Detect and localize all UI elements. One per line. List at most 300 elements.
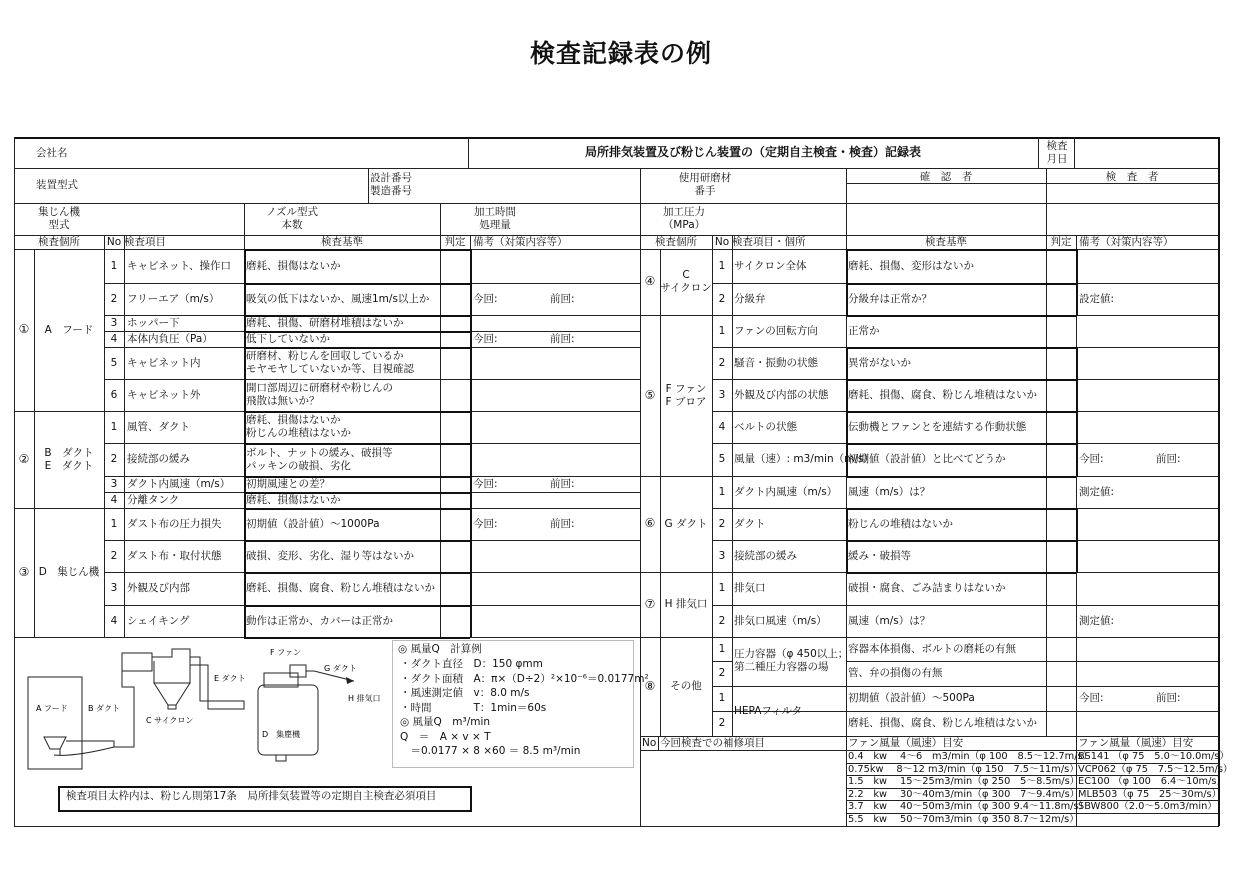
right-row-remark: 測定値: <box>1079 614 1115 627</box>
right-group-num: ④ <box>644 274 656 288</box>
rule <box>124 331 125 347</box>
left-row-no: 3 <box>110 582 118 594</box>
left-row-criteria: 初期風速との差？ <box>246 477 330 490</box>
right-row-item: 外観及び内部の状態 <box>734 388 829 401</box>
col-place: 検査個所 <box>38 236 80 248</box>
nozzle-label: ノズル型式 <box>265 206 319 218</box>
right-row-item: 接続部の緩み <box>734 549 797 562</box>
rule <box>1076 283 1078 315</box>
rule <box>470 492 472 508</box>
rule <box>244 443 246 476</box>
left-row-no: 2 <box>110 549 118 562</box>
fan-spec-right: VCP062（φ 75 7.5～12.5m/s） <box>1078 763 1233 775</box>
rule <box>846 476 847 508</box>
right-row-no: 5 <box>718 453 726 465</box>
rule <box>1076 572 1077 605</box>
diagram-collector-label: D 集塵機 <box>262 730 301 739</box>
rule <box>732 605 733 637</box>
inspect-date-label: 検査 <box>1046 140 1068 152</box>
right-row-item: 第二種圧力容器の場 <box>734 661 829 673</box>
rule <box>470 347 472 411</box>
col-place-r: 検査個所 <box>655 236 697 248</box>
rule <box>244 315 246 331</box>
col-no: No <box>106 236 122 248</box>
rule <box>846 379 848 411</box>
left-row-criteria: ボルト、ナットの緩み、破損等 <box>246 446 393 459</box>
supp-title: 今回検査での補修項目 <box>660 737 765 749</box>
rule <box>846 508 848 540</box>
rule <box>1046 605 1047 637</box>
right-group-num: ⑧ <box>644 678 656 693</box>
rule <box>1076 347 1078 379</box>
rule <box>440 443 441 476</box>
rule <box>658 736 659 750</box>
rule <box>470 331 472 347</box>
rule <box>846 661 1219 662</box>
fan-spec-right: SBW800（2.0～5.0m3/min） <box>1078 801 1218 813</box>
rule <box>124 315 125 331</box>
diagram-cyclone-label: C サイクロン <box>146 716 194 725</box>
right-row-item: ダクト <box>734 517 766 530</box>
left-row-item: ダスト布の圧力損失 <box>127 517 222 530</box>
rule <box>440 492 441 508</box>
rule <box>1076 661 1077 686</box>
right-row-item: ファンの回転方向 <box>734 324 818 337</box>
right-row-criteria: 磨耗、損傷、変形はないか <box>848 259 974 272</box>
diagram-duct-b-label: B ダクト <box>88 704 121 713</box>
left-group-label: B ダクト <box>44 446 94 459</box>
rule <box>846 686 847 711</box>
rule <box>244 572 246 605</box>
fan-title-left: ファン風量（風速）目安 <box>848 737 964 749</box>
inspector-label: 検 査 者 <box>1105 171 1159 183</box>
rule <box>846 249 848 283</box>
rule <box>470 411 472 443</box>
rule <box>1076 249 1078 283</box>
left-row-item: フリーエア（m/s） <box>127 292 220 305</box>
rule <box>470 249 472 283</box>
rule <box>1076 235 1077 249</box>
pressure-label: 加工圧力 <box>663 206 705 218</box>
rule <box>1046 476 1047 508</box>
right-row-item: 排気口 <box>734 582 766 594</box>
right-row-no: 1 <box>718 642 726 655</box>
rule <box>244 605 470 607</box>
right-row-remark: 今回: 前回: <box>1079 692 1181 704</box>
rule <box>1046 686 1047 711</box>
diagram-duct-g-label: G ダクト <box>324 664 357 673</box>
right-row-item: 騒音・振動の状態 <box>734 356 818 369</box>
left-row-item: キャビネット、操作口 <box>127 259 232 272</box>
rule <box>1046 315 1047 347</box>
left-row-criteria: 飛散は無いか？ <box>246 395 320 407</box>
right-row-criteria: 粉じんの堆積はないか <box>848 517 953 530</box>
left-row-item: キャビネット内 <box>127 356 201 369</box>
rule <box>846 711 847 736</box>
rule <box>124 508 125 540</box>
rule <box>732 711 733 736</box>
right-row-criteria: 磨耗、損傷、腐食、粉じん堆積はないか <box>848 717 1037 729</box>
left-row-item: ダスト布・取付状態 <box>127 549 222 562</box>
fan-spec-right: BS141 （φ 75 5.0～10.0m/s） <box>1078 751 1230 762</box>
rule <box>1076 476 1077 508</box>
rule <box>1076 379 1078 411</box>
rule <box>1046 443 1047 476</box>
rule <box>846 443 848 476</box>
rule <box>732 347 733 379</box>
inspect-date-label: 月日 <box>1046 153 1068 165</box>
rule <box>846 315 1076 317</box>
right-group-label: サイクロン <box>660 282 712 294</box>
rule <box>1076 540 1078 572</box>
rule <box>1076 686 1077 711</box>
right-group-num: ⑤ <box>644 387 656 402</box>
rule <box>470 540 472 572</box>
right-row-criteria: 異常がないか <box>848 356 911 369</box>
rule <box>1046 347 1047 379</box>
left-row-no: 4 <box>110 493 118 506</box>
rule <box>470 235 471 249</box>
rule <box>732 540 733 572</box>
diagram-duct-e-label: E ダクト <box>214 674 246 683</box>
rule <box>440 331 441 347</box>
left-row-no: 5 <box>110 356 118 369</box>
rule <box>732 249 733 283</box>
rule <box>124 411 125 443</box>
rule <box>732 315 733 347</box>
rule <box>712 637 1219 638</box>
left-row-remark: 今回: 前回: <box>473 477 575 490</box>
right-group-num: ⑦ <box>644 596 656 611</box>
right-row-criteria: 分級弁は正常か？ <box>848 292 932 305</box>
rule <box>14 168 1219 169</box>
right-row-item: 排気口風速（m/s） <box>734 614 827 627</box>
rule <box>244 540 470 542</box>
rule <box>440 283 441 315</box>
rule <box>1076 637 1077 661</box>
left-row-no: 1 <box>110 420 118 433</box>
rule <box>846 347 1076 349</box>
right-row-criteria: 風速（m/s）は？ <box>848 485 931 498</box>
rule <box>1046 540 1047 572</box>
rule <box>124 540 125 572</box>
left-row-criteria: 磨耗、損傷、研磨材堆積はないか <box>246 316 404 329</box>
rule <box>732 283 733 315</box>
rule <box>1046 711 1047 736</box>
col-no-r: No <box>714 236 730 248</box>
left-row-remark: 今回: 前回: <box>473 292 575 305</box>
left-row-criteria: 開口部周辺に研磨材や粉じんの <box>246 382 393 394</box>
left-row-no: 1 <box>110 517 118 530</box>
rule <box>244 411 246 443</box>
mandatory-note: 検査項目太枠内は、粉じん則第17条 局所排気装置等の定期自主検査必須項目 <box>66 790 437 802</box>
right-row-item: サイクロン全体 <box>734 259 807 272</box>
left-row-criteria: 磨耗、損傷はないか <box>246 493 341 506</box>
rule <box>1074 137 1075 168</box>
left-row-no: 4 <box>110 614 118 627</box>
form-title: 局所排気装置及び粉じん装置の（定期自主検査・検査）記録表 <box>584 145 921 159</box>
right-group-label: G ダクト <box>664 517 708 530</box>
design-no-label: 製造番号 <box>370 185 412 197</box>
rule <box>470 283 472 315</box>
rule <box>732 379 733 411</box>
rule <box>104 379 640 380</box>
left-row-remark: 今回: 前回: <box>473 332 575 345</box>
left-row-criteria: モヤモヤしていないか等、目視確認 <box>246 363 414 375</box>
diagram-exhaust-label: H 排気口 <box>348 694 381 703</box>
rule <box>1076 411 1078 443</box>
rule <box>846 661 847 686</box>
rule <box>732 637 733 661</box>
rule <box>846 476 1076 478</box>
rule <box>470 572 472 605</box>
rule <box>846 443 1076 445</box>
rule <box>124 283 125 315</box>
right-row-remark: 測定値: <box>1079 485 1115 498</box>
rule <box>244 249 246 283</box>
rule <box>470 605 472 637</box>
left-group-num: ② <box>18 451 30 466</box>
fan-spec-left: 0.4 kw 4～6 m3/min（φ 100 8.5～12.7m/s） <box>848 751 1093 762</box>
rule <box>440 315 441 331</box>
process-time-label: 加工時間 <box>474 206 516 218</box>
rule <box>244 492 246 508</box>
rule <box>846 283 1076 285</box>
diagram-hood-label: A フード <box>36 704 68 713</box>
left-row-criteria: 磨耗、損傷、腐食、粉じん堆積はないか <box>246 582 435 594</box>
confirmer-label: 確 認 者 <box>919 171 973 183</box>
left-row-item: 風管、ダクト <box>127 420 190 433</box>
left-group-label: E ダクト <box>44 459 94 472</box>
rule <box>846 379 1076 381</box>
calc-line: ・風速測定値 v：8.0 m/s <box>400 687 530 699</box>
right-row-criteria: 管、弁の損傷の有無 <box>848 667 943 679</box>
left-row-no: 3 <box>110 477 118 490</box>
right-row-no: 1 <box>718 692 726 704</box>
left-row-criteria: パッキンの破損、劣化 <box>246 459 351 472</box>
rule <box>732 711 1219 712</box>
rule <box>244 605 246 637</box>
left-group-num: ③ <box>18 564 30 579</box>
fan-spec-left: 2.2 kw 30～40m3/min（φ 300 7～9.4m/s） <box>848 788 1080 800</box>
pressure-label: （MPa） <box>662 219 706 231</box>
right-row-no: 1 <box>718 324 726 337</box>
rule <box>712 686 1219 687</box>
right-row-no: 2 <box>718 717 726 729</box>
rule <box>244 347 470 349</box>
fan-spec-left: 0.75kw 8～12 m3/min（φ 150 7.5～11m/s） <box>848 763 1080 775</box>
left-row-criteria: 磨耗、損傷はないか <box>246 414 341 426</box>
right-row-remark: 今回: 前回: <box>1079 453 1181 465</box>
right-row-no: 1 <box>718 485 726 498</box>
left-row-remark: 今回: 前回: <box>473 517 575 530</box>
rule <box>1046 379 1047 411</box>
rule <box>846 572 1076 574</box>
right-group-label: F ブロア <box>665 395 707 408</box>
right-row-item: ダクト内風速（m/s） <box>734 485 838 498</box>
right-row-criteria: 初期値（設計値）と比べてどうか <box>848 453 1006 465</box>
rule <box>732 686 733 711</box>
fan-spec-left: 3.7 kw 40～50m3/min（φ 300 9.4～11.8m/s） <box>848 801 1089 813</box>
rule <box>470 508 472 540</box>
right-row-no: 2 <box>718 614 726 627</box>
rule <box>244 572 470 574</box>
rule <box>470 315 472 331</box>
rule <box>440 347 441 379</box>
rule <box>846 605 847 637</box>
rule <box>124 605 125 637</box>
right-row-item: ベルトの状態 <box>734 420 797 433</box>
design-no-label: 設計番号 <box>370 172 412 184</box>
rule <box>440 476 441 492</box>
abrasive-label: 使用研磨材 <box>678 172 732 184</box>
calc-line: ・時間 T：1min＝60s <box>400 701 547 714</box>
right-row-criteria: 磨耗、損傷、腐食、粉じん堆積はないか <box>848 388 1037 401</box>
left-row-item: 分離タンク <box>127 493 180 506</box>
calc-line: ・ダクト面積 A：π×（D÷2）²×10⁻⁶＝0.0177m² <box>400 672 649 685</box>
rule <box>104 249 105 411</box>
rule <box>640 235 641 826</box>
rule <box>124 476 125 492</box>
col-item-r: 検査項目・個所 <box>732 236 806 248</box>
right-row-no: 4 <box>718 420 726 433</box>
col-criteria-r: 検査基準 <box>925 236 967 248</box>
rule <box>244 508 246 540</box>
fan-title-right: ファン風量（風速）目安 <box>1078 737 1194 749</box>
rule <box>368 168 369 203</box>
device-type-label: 装置型式 <box>36 179 78 191</box>
left-row-no: 2 <box>110 292 118 305</box>
abrasive-label: 番手 <box>694 185 716 197</box>
fan-spec-right: EC100 （φ 100 6.4～10m/s） <box>1078 776 1227 788</box>
supp-no: No <box>642 737 657 749</box>
rule <box>846 411 848 443</box>
rule <box>244 476 246 492</box>
company-label: 会社名 <box>36 147 68 159</box>
system-diagram <box>14 637 470 827</box>
rule <box>846 540 848 572</box>
left-row-criteria: 粉じんの堆積はないか <box>246 427 351 439</box>
col-criteria: 検査基準 <box>321 236 363 248</box>
rule <box>124 347 125 379</box>
rule <box>244 540 246 572</box>
rule <box>732 572 733 605</box>
rule <box>440 540 441 572</box>
rule <box>1076 315 1077 347</box>
rule <box>846 249 1076 251</box>
right-row-criteria: 正常か <box>848 324 880 337</box>
right-row-no: 2 <box>718 667 726 679</box>
rule <box>846 508 1076 510</box>
fan-spec-left: 1.5 kw 15～25m3/min（φ 250 5～8.5m/s） <box>848 776 1080 788</box>
rule <box>712 605 1219 606</box>
rule <box>732 411 733 443</box>
rule <box>244 249 470 251</box>
rule <box>712 661 732 662</box>
right-row-item: HEPAフィルタ <box>734 704 803 717</box>
right-row-no: 1 <box>718 582 726 594</box>
left-row-criteria: 破損、変形、劣化、湿り等はないか <box>246 549 414 562</box>
right-group-label: H 排気口 <box>664 598 708 610</box>
collector-label: 集じん機 <box>38 206 80 218</box>
left-row-criteria: 研磨材、粉じんを回収しているか <box>246 350 404 362</box>
rule <box>244 331 246 347</box>
rule <box>732 661 733 686</box>
right-row-remark: 設定値: <box>1079 292 1115 305</box>
nozzle-label: 本数 <box>281 219 303 231</box>
left-row-criteria: 低下していないか <box>246 332 330 345</box>
right-row-no: 2 <box>718 356 726 369</box>
left-row-no: 1 <box>110 259 118 272</box>
rule <box>244 508 470 510</box>
rule <box>1046 283 1047 315</box>
right-row-item: 風量（速）: m3/min（m/s） <box>734 453 874 465</box>
rule <box>846 572 847 605</box>
rule <box>440 249 441 283</box>
right-row-no: 2 <box>718 517 726 530</box>
right-row-item: 分級弁 <box>734 292 766 305</box>
left-row-item: ダクト内風速（m/s） <box>127 477 231 490</box>
rule <box>124 572 125 605</box>
right-group-label: F ファン <box>665 382 707 395</box>
rule <box>440 379 441 411</box>
rule <box>846 347 848 379</box>
rule <box>846 283 848 315</box>
right-row-criteria: 緩み・破損等 <box>848 549 911 562</box>
process-time-label: 処理量 <box>479 219 511 231</box>
left-row-no: 2 <box>110 453 118 465</box>
rule <box>124 492 125 508</box>
calc-line: ・ダクト直径 D：150 φmm <box>400 658 543 670</box>
rule <box>244 315 470 317</box>
left-row-criteria: 吸気の低下はないか、風速1m/s以上か <box>246 292 430 305</box>
rule <box>124 379 125 411</box>
right-group-label: その他 <box>670 680 702 692</box>
right-row-criteria: 容器本体損傷、ボルトの磨耗の有無 <box>848 642 1016 655</box>
left-group-num: ① <box>18 322 30 336</box>
right-row-no: 1 <box>718 259 726 272</box>
rule <box>244 347 246 411</box>
col-judge-r: 判定 <box>1050 236 1072 248</box>
rule <box>14 203 1219 204</box>
right-row-no: 3 <box>718 549 726 562</box>
right-row-criteria: 破損・腐食、ごみ詰まりはないか <box>848 582 1006 594</box>
rule <box>440 508 441 540</box>
fan-spec-right: MLB503（φ 75 25～30m/s） <box>1078 788 1222 800</box>
rule <box>244 331 470 333</box>
rule <box>470 476 472 492</box>
rule <box>846 315 847 347</box>
rule <box>440 572 441 605</box>
rule <box>1076 443 1078 476</box>
col-item: 検査項目 <box>124 236 166 248</box>
calc-line: ◎ 風量Q m³/min <box>400 716 491 728</box>
rule <box>732 443 733 476</box>
left-group-label: D 集じん機 <box>38 566 100 578</box>
rule <box>440 605 441 637</box>
left-row-item: シェイキング <box>127 614 190 627</box>
col-judge: 判定 <box>444 236 466 248</box>
left-row-no: 6 <box>110 388 118 401</box>
left-row-criteria: 磨耗、損傷はないか <box>246 259 341 272</box>
right-row-no: 2 <box>718 292 726 305</box>
rule <box>846 540 1076 542</box>
rule <box>1046 637 1047 661</box>
rule <box>1046 661 1047 686</box>
col-remarks-r: 備考（対策内容等） <box>1079 236 1174 248</box>
rule <box>244 411 470 413</box>
right-group-num: ⑥ <box>644 516 656 530</box>
